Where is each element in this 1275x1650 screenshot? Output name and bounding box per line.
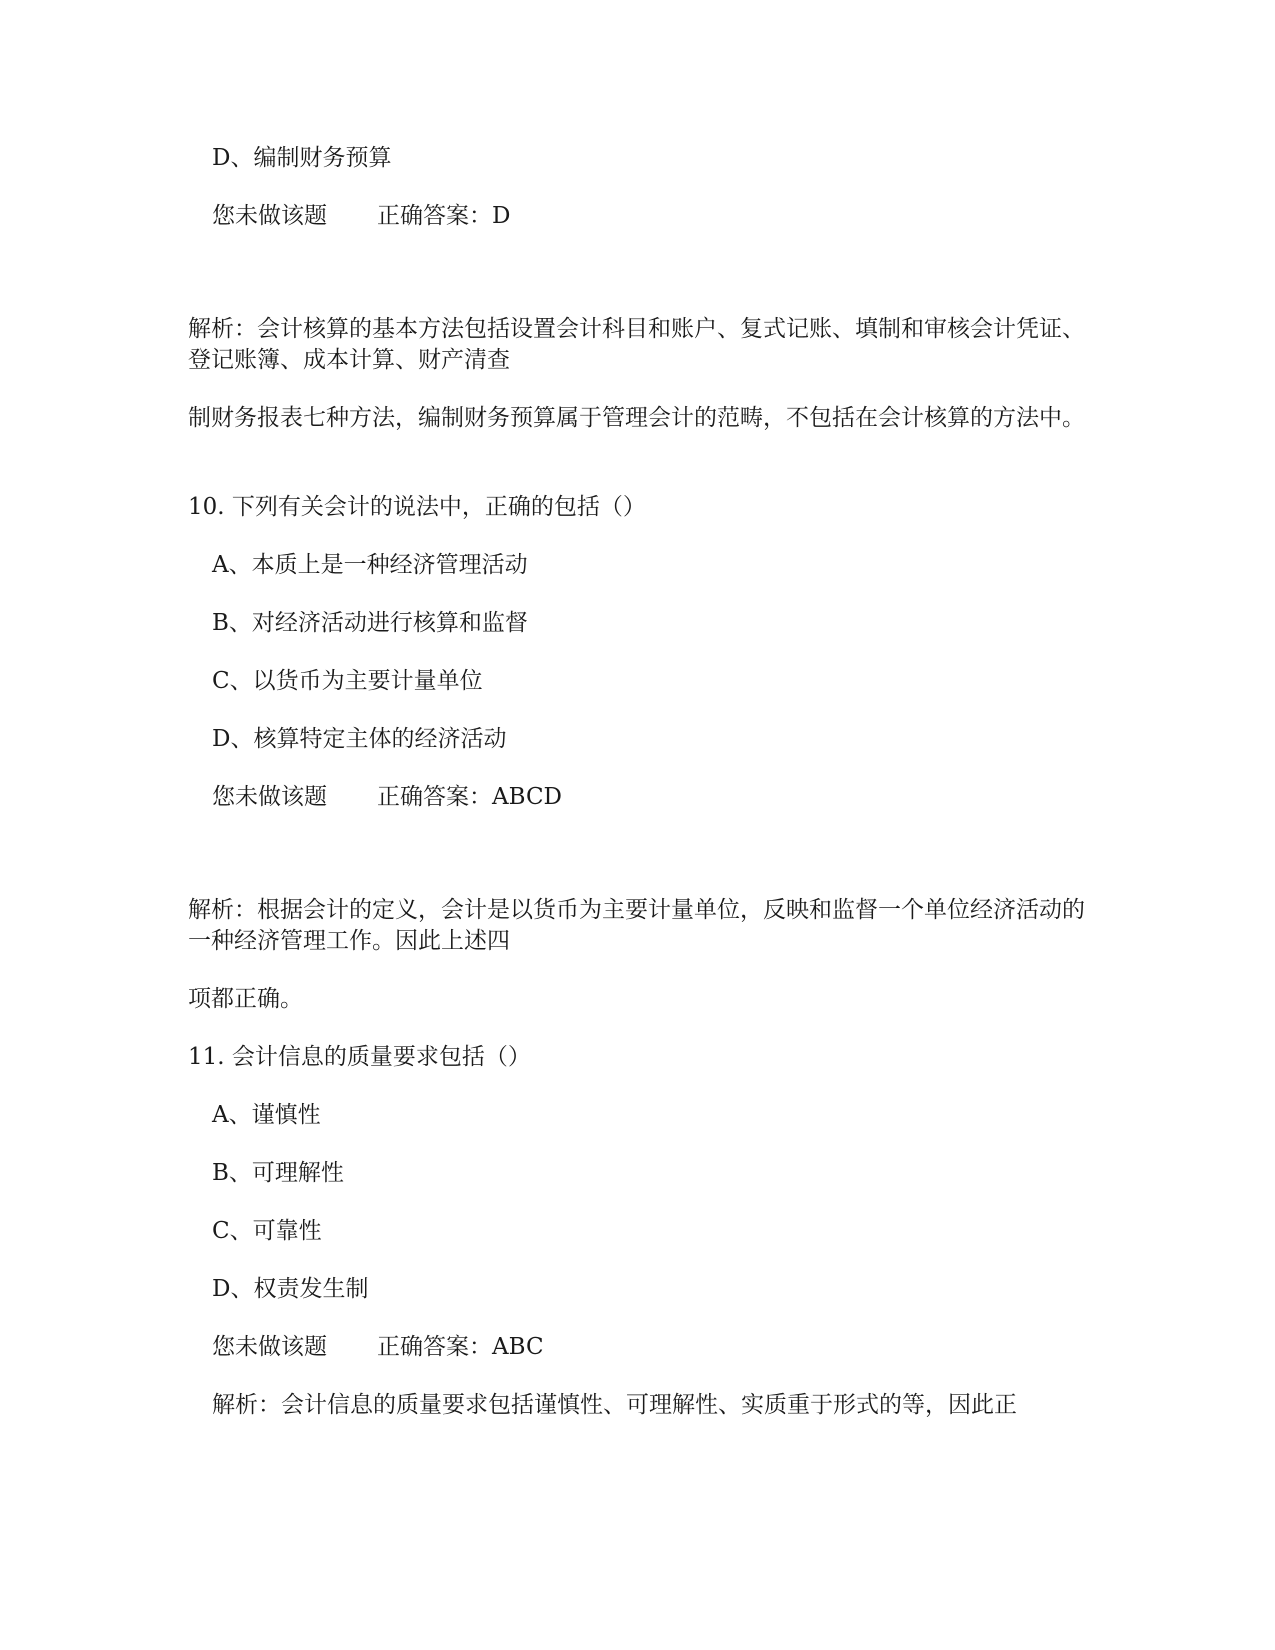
q10-answer-line	[212, 782, 562, 813]
q9-analysis-2: 制财务报表七种方法，编制财务预算属于管理会计的范畴，不包括在会计核算的方法中。	[188, 405, 1085, 431]
q11-question: 11. 会计信息的质量要求包括（）	[188, 1044, 531, 1070]
q10-correct-answer: 正确答案：ABCD	[377, 784, 562, 810]
q11-correct-answer: 正确答案：ABC	[377, 1334, 544, 1360]
q10-question: 10. 下列有关会计的说法中，正确的包括（）	[188, 494, 646, 520]
q11-answer-line	[212, 1332, 544, 1363]
q11-option-a: A、谨慎性	[212, 1102, 321, 1128]
q10-status: 您未做该题	[212, 784, 327, 810]
q9-correct-answer: 正确答案：D	[377, 203, 511, 229]
q10-option-a: A、本质上是一种经济管理活动	[212, 552, 528, 578]
q11-analysis-1: 解析：会计信息的质量要求包括谨慎性、可理解性、实质重于形式的等，因此正	[212, 1392, 1017, 1418]
q10-option-d: D、核算特定主体的经济活动	[212, 726, 507, 752]
q9-answer-line	[212, 201, 510, 232]
q11-option-b: B、可理解性	[212, 1160, 344, 1186]
q9-option-d: D、编制财务预算	[212, 145, 392, 171]
q11-option-c: C、可靠性	[212, 1218, 322, 1244]
q10-analysis-1: 解析：根据会计的定义，会计是以货币为主要计量单位，反映和监督一个单位经济活动的一种经济管理工作。因此上述四	[188, 897, 1085, 954]
q10-option-b: B、对经济活动进行核算和监督	[212, 610, 528, 636]
q9-status: 您未做该题	[212, 203, 327, 229]
q9-analysis-1: 解析：会计核算的基本方法包括设置会计科目和账户、复式记账、填制和审核会计凭证、登记账簿、成本计算、财产清查	[188, 316, 1085, 373]
q11-option-d: D、权责发生制	[212, 1276, 369, 1302]
q10-option-c: C、以货币为主要计量单位	[212, 668, 483, 694]
q10-analysis-2: 项都正确。	[188, 986, 303, 1012]
q11-status: 您未做该题	[212, 1334, 327, 1360]
